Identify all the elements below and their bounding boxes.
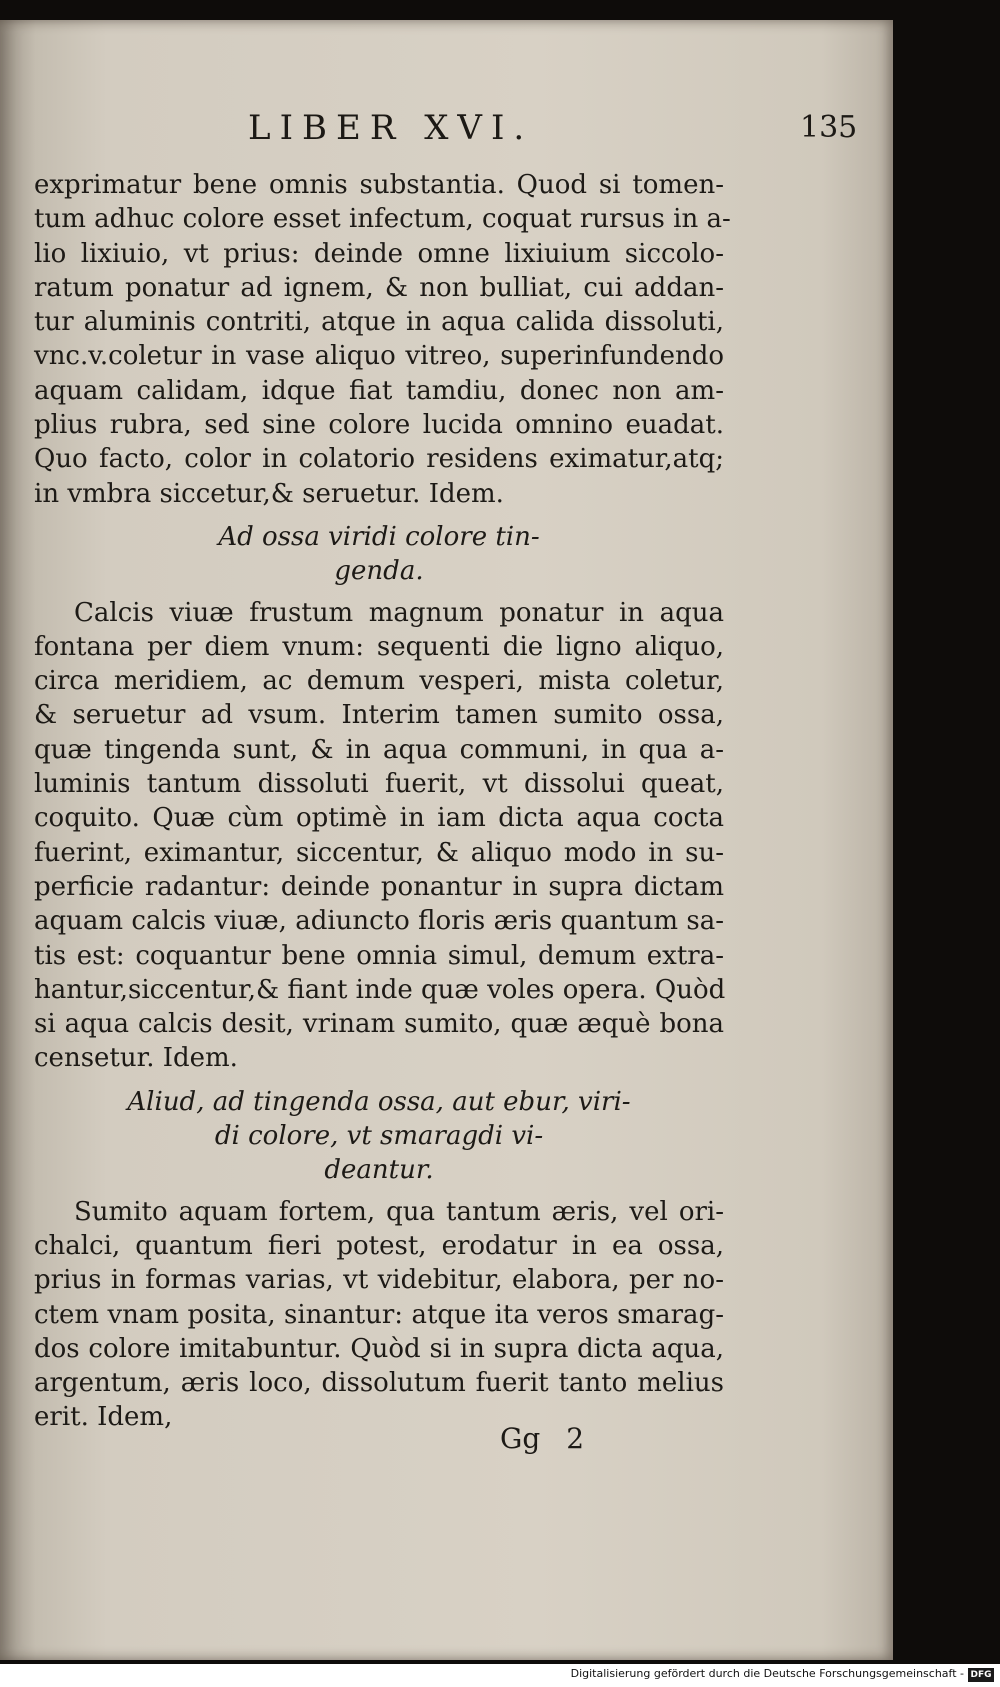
heading-line: deantur. <box>324 1155 434 1186</box>
text-line: prius in formas varias, vt videbitur, elabora, per no- <box>34 1265 724 1296</box>
section-heading <box>34 1085 724 1188</box>
text-line: aquam calidam, idque fiat tamdiu, donec non am- <box>34 375 724 406</box>
text-line: argentum, æris loco, dissolutum fuerit tanto melius <box>34 1368 724 1399</box>
text-line: erit. Idem, <box>34 1402 173 1433</box>
heading-line: di colore, vt smaragdi vi- <box>214 1121 544 1152</box>
text-line: si aqua calcis desit, vrinam sumito, quæ æquè bona <box>34 1009 724 1040</box>
text-line: Quo facto, color in colatorio residens eximatur,atq; <box>34 444 724 475</box>
text-line: & seruetur ad vsum. Interim tamen sumito ossa, <box>34 700 724 731</box>
heading-line: Ad ossa viridi colore tin- <box>218 521 540 552</box>
text-line: dos colore imitabuntur. Quòd si in supra dicta aqua, <box>34 1333 724 1364</box>
text-line: ctem vnam posita, sinantur: atque ita veros smarag- <box>34 1299 724 1330</box>
dfg-logo-icon: DFG <box>968 1668 994 1682</box>
text-line: fuerint, eximantur, siccentur, & aliquo modo in su- <box>34 837 724 868</box>
text-line: luminis tantum dissoluti fuerit, vt dissolui queat, <box>34 769 724 800</box>
signature-mark <box>500 1422 584 1455</box>
text-line: in vmbra siccetur,& seruetur. Idem. <box>34 478 504 509</box>
paragraph <box>34 596 724 1076</box>
heading-line: Aliud, ad tingenda ossa, aut ebur, viri- <box>127 1086 631 1117</box>
text-line: exprimatur bene omnis substantia. Quod si tomen- <box>34 170 724 200</box>
text-line: vnc.v.coletur in vase aliquo vitreo, superinfundendo <box>34 341 724 372</box>
book-page <box>0 20 893 1660</box>
text-line: censetur. Idem. <box>34 1043 238 1074</box>
signature-letters: Gg <box>500 1422 541 1455</box>
text-line: fontana per diem vnum: sequenti die ligno aliquo, <box>34 631 724 662</box>
signature-number: 2 <box>566 1422 585 1455</box>
text-line: perficie radantur: deinde ponantur in supra dictam <box>34 871 724 902</box>
text-line: quæ tingenda sunt, & in aqua communi, in qua a- <box>34 734 724 765</box>
heading-line: genda. <box>334 556 424 587</box>
text-block <box>34 168 731 1435</box>
text-line: lio lixiuio, vt prius: deinde omne lixiuium siccolo- <box>34 238 724 269</box>
text-line: Calcis viuæ frustum magnum ponatur in aqua <box>74 597 724 628</box>
text-line: tur aluminis contriti, atque in aqua calida dissoluti, <box>34 307 724 338</box>
section-heading <box>34 520 724 589</box>
text-line: coquito. Quæ cùm optimè in iam dicta aqua cocta <box>34 803 724 834</box>
digitization-footer <box>0 1664 1000 1687</box>
text-line: chalci, quantum fieri potest, erodatur in ea ossa, <box>34 1230 724 1261</box>
text-line: circa meridiem, ac demum vesperi, mista coletur, <box>34 666 724 697</box>
paragraph <box>34 1195 724 1435</box>
text-line: aquam calcis viuæ, adiuncto floris æris quantum sa- <box>34 906 724 937</box>
running-head <box>0 108 893 158</box>
text-line: hantur,siccentur,& fiant inde quæ voles opera. Quòd <box>34 974 726 1005</box>
text-line: tum adhuc colore esset infectum, coquat rursus in a- <box>34 204 731 235</box>
page-number: 135 <box>800 110 858 145</box>
paragraph <box>34 168 731 511</box>
footer-credit: Digitalisierung gefördert durch die Deutsche Forschungsgemeinschaft - <box>570 1667 964 1680</box>
text-line: ratum ponatur ad ignem, & non bulliat, cui addan- <box>34 272 724 303</box>
text-line: tis est: coquantur bene omnia simul, demum extra- <box>34 940 724 971</box>
running-title: LIBER XVI. <box>248 108 534 148</box>
text-line: plius rubra, sed sine colore lucida omnino euadat. <box>34 410 724 441</box>
text-line: Sumito aquam fortem, qua tantum æris, vel ori- <box>74 1196 724 1227</box>
